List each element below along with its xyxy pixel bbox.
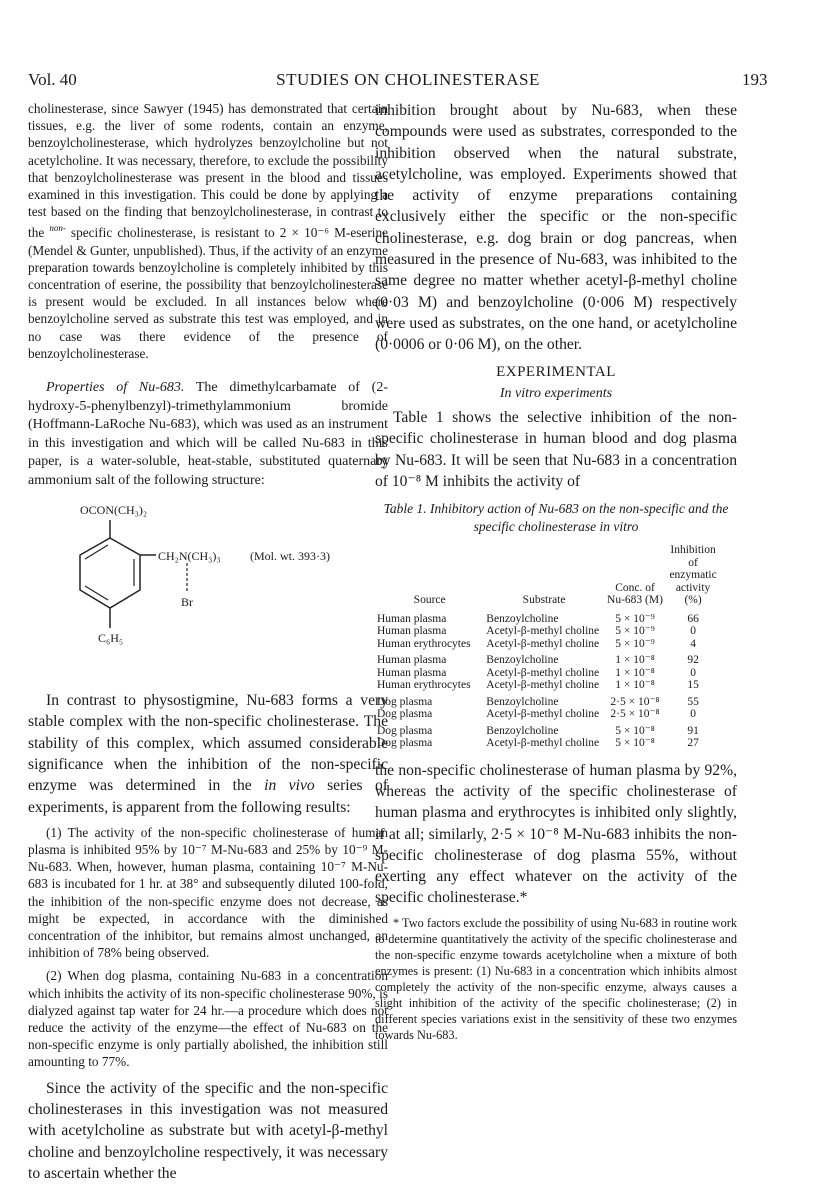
table-row: Dog plasma Acetyl-β-methyl choline 2·5 × 10⁻⁸ 0 [377, 708, 696, 721]
table-row: Human plasma Acetyl-β-methyl choline 5 × 10⁻⁹ 0 [377, 625, 696, 638]
column-header-inhibition: Inhibition of enzymatic activity (%) [669, 544, 717, 607]
table-row: Human plasma Benzoylcholine 1 × 10⁻⁸ 92 [377, 654, 699, 667]
table-row: Human erythrocytes Acetyl-β-methyl choline 5 × 10⁻⁹ 4 [377, 637, 696, 650]
structure-side-group: CH₂N(CH₃)₃ [158, 549, 221, 564]
column-header-substrate: Substrate [522, 594, 566, 607]
table-caption: Table 1. Inhibitory action of Nu-683 on the non-specific and the specific cholinesterase in vitro [383, 501, 729, 535]
table-row: Dog plasma Benzoylcholine 5 × 10⁻⁸ 91 [377, 724, 699, 737]
column-header-concentration: Conc. of Nu-683 (M) [607, 581, 663, 607]
paragraph-properties: Properties of Nu-683. The dimethylcarbamate of (2-hydroxy-5-phenylbenzyl)-trimethylammonium bromide (Hoffmann-LaRoche Nu-683), which was used as an instrument in this investigation and which will be called Nu-683 in this paper, is a water-soluble, heat-stable, substituted quaternary ammonium salt of the following structure: [28, 380, 388, 488]
result-1: (1) The activity of the non-specific cholinesterase of human plasma is inhibited 95% by 10⁻⁷ M-Nu-683 and 25% by 10⁻⁹ M-Nu-683. When, however, human plasma, containing 10⁻⁷ M-Nu-683 is incubated for 1 hr. at 38° and subsequently diluted 100-fold, the inhibition of the non-specific enzyme does not decrease, as might be expected, in accordance with the diminished concentration of the inhibitor, but remains almost unchanged, an inhibition of 78% being observed. [28, 824, 388, 961]
result-2: (2) When dog plasma, containing Nu-683 in a concentration which inhibits the activity of its non-specific cholinesterase 90%, is dialyzed against tap water for 24 hr.—a procedure which does not reduce the activity of the enzyme—the effect of Nu-683 on the non-specific enzyme is only partially abolished, the inhibition still amounting to 77%. [28, 968, 388, 1070]
running-title: STUDIES ON CHOLINESTERASE [276, 70, 540, 89]
section-heading-experimental: EXPERIMENTAL [496, 363, 616, 380]
table-row: Human erythrocytes Acetyl-β-methyl choline 1 × 10⁻⁸ 15 [377, 679, 699, 692]
inserted-word: non- [49, 223, 66, 234]
column-header-source: Source [413, 594, 446, 607]
paragraph-table-intro: Table 1 shows the selective inhibition of the non-specific cholinesterase in human blood and dog plasma by Nu-683. It will be seen that Nu-683 in a concentration of 10⁻⁸ M inhibits the activity of [375, 408, 737, 490]
paragraph-stable-complex: In contrast to physostigmine, Nu-683 forms a very stable complex with the non-specific cholinesterase. The stability of this complex, which assumed considerable significance when the inhibition of the non-specific enzyme was determined in the in vivo series of experiments, is apparent from the following results: [28, 692, 388, 816]
page-number: 193 [742, 70, 768, 89]
volume-label: Vol. 40 [28, 70, 77, 89]
footnote: * Two factors exclude the possibility of using Nu-683 in routine work to determine quantitatively the activity of the specific cholinesterase and the non-specific enzyme towards acetylcholine when a mixture of both enzymes is present: (1) Nu-683 in a concentration which inhibits almost completely the activity of the non-specific enzyme, always causes a slight inhibition of the activity of the specific cholinesterase; (2) in different species variations exist in the sensitivity of these two enzymes towards Nu-683. [375, 915, 737, 1042]
paragraph-inhibition: inhibition brought about by Nu-683, when these compounds were used as substrates, corresponded to the inhibition observed when the natural substrate, acetylcholine, was employed. Experiments showed that the activity of enzyme preparations containing exclusively either the specific or the non-specific cholinesterase, e.g. dog brain or dog pancreas, when measured in the presence of Nu-683, was inhibited to the same degree no matter whether acetyl-β-methyl choline (0·03 M) and benzoylcholine (0·006 M) respectively were used as substrates, on the one hand, or acetylcholine (0·0006 or 0·06 M), on the other. [375, 102, 737, 354]
molecular-weight: (Mol. wt. 393·3) [250, 549, 330, 564]
inhibition-table [375, 544, 720, 750]
subsection-heading-in-vitro: In vitro experiments [499, 385, 613, 401]
table-row: Human plasma Acetyl-β-methyl choline 1 × 10⁻⁸ 0 [377, 666, 696, 679]
table-row: Human plasma Benzoylcholine 5 × 10⁻⁹ 66 [377, 612, 699, 625]
table-row: Dog plasma Benzoylcholine 2·5 × 10⁻⁸ 55 [377, 695, 699, 708]
ionic-bond-line [185, 563, 189, 593]
structure-bromide: Br [181, 595, 193, 610]
chemical-structure [28, 490, 388, 690]
right-column [375, 100, 737, 1043]
left-column [28, 100, 388, 1184]
structure-top-group: OCON(CH₃)₂ [80, 503, 148, 518]
paragraph-benzoylcholinesterase: cholinesterase, since Sawyer (1945) has demonstrated that certain tissues, e.g. the liver of some rodents, contain an enzyme, benzoylcholinesterase, which hydrolyzes benzoylcholine but not acetylcholine. It was necessary, therefore, to exclude the possibility that benzoylcholinesterase was present in the blood and tissues examined in this investigation. This could be done by applying a test based on the finding that benzoylcholinesterase, in contrast to the $^{non-}$ specific cholinesterase, is resistant to 2 × 10⁻⁶ M-eserine (Mendel & Gunter, unpublished). Thus, if the activity of an enzyme preparation towards benzoylcholine is completely inhibited by this concentration of eserine, the possibility that benzoylcholinesterase is present would be excluded. In all instances below where benzoylcholine served as substrate this test was employed, and in no case was there evidence of the presence of benzoylcholinesterase. [28, 101, 388, 361]
paragraph-table-discussion: the non-specific cholinesterase of human plasma by 92%, whereas the activity of the specific cholinesterase of human plasma and erythrocytes is inhibited only slightly, if at all; similarly, 2·5 × 10⁻⁸ M-Nu-683 inhibits the non-specific cholinesterase of dog plasma 55%, without exerting any effect whatever on the activity of the specific cholinesterase.* [375, 761, 737, 907]
table-row: Dog plasma Acetyl-β-methyl choline 5 × 10⁻⁸ 27 [377, 737, 699, 750]
structure-bottom-group: C₆H₅ [98, 631, 124, 646]
paragraph-substrates: Since the activity of the specific and the non-specific cholinesterases in this investigation was not measured with acetylcholine as substrate but with acetyl-β-methyl choline and benzoylcholine respectively, it was necessary to ascertain whether the [28, 1079, 388, 1182]
